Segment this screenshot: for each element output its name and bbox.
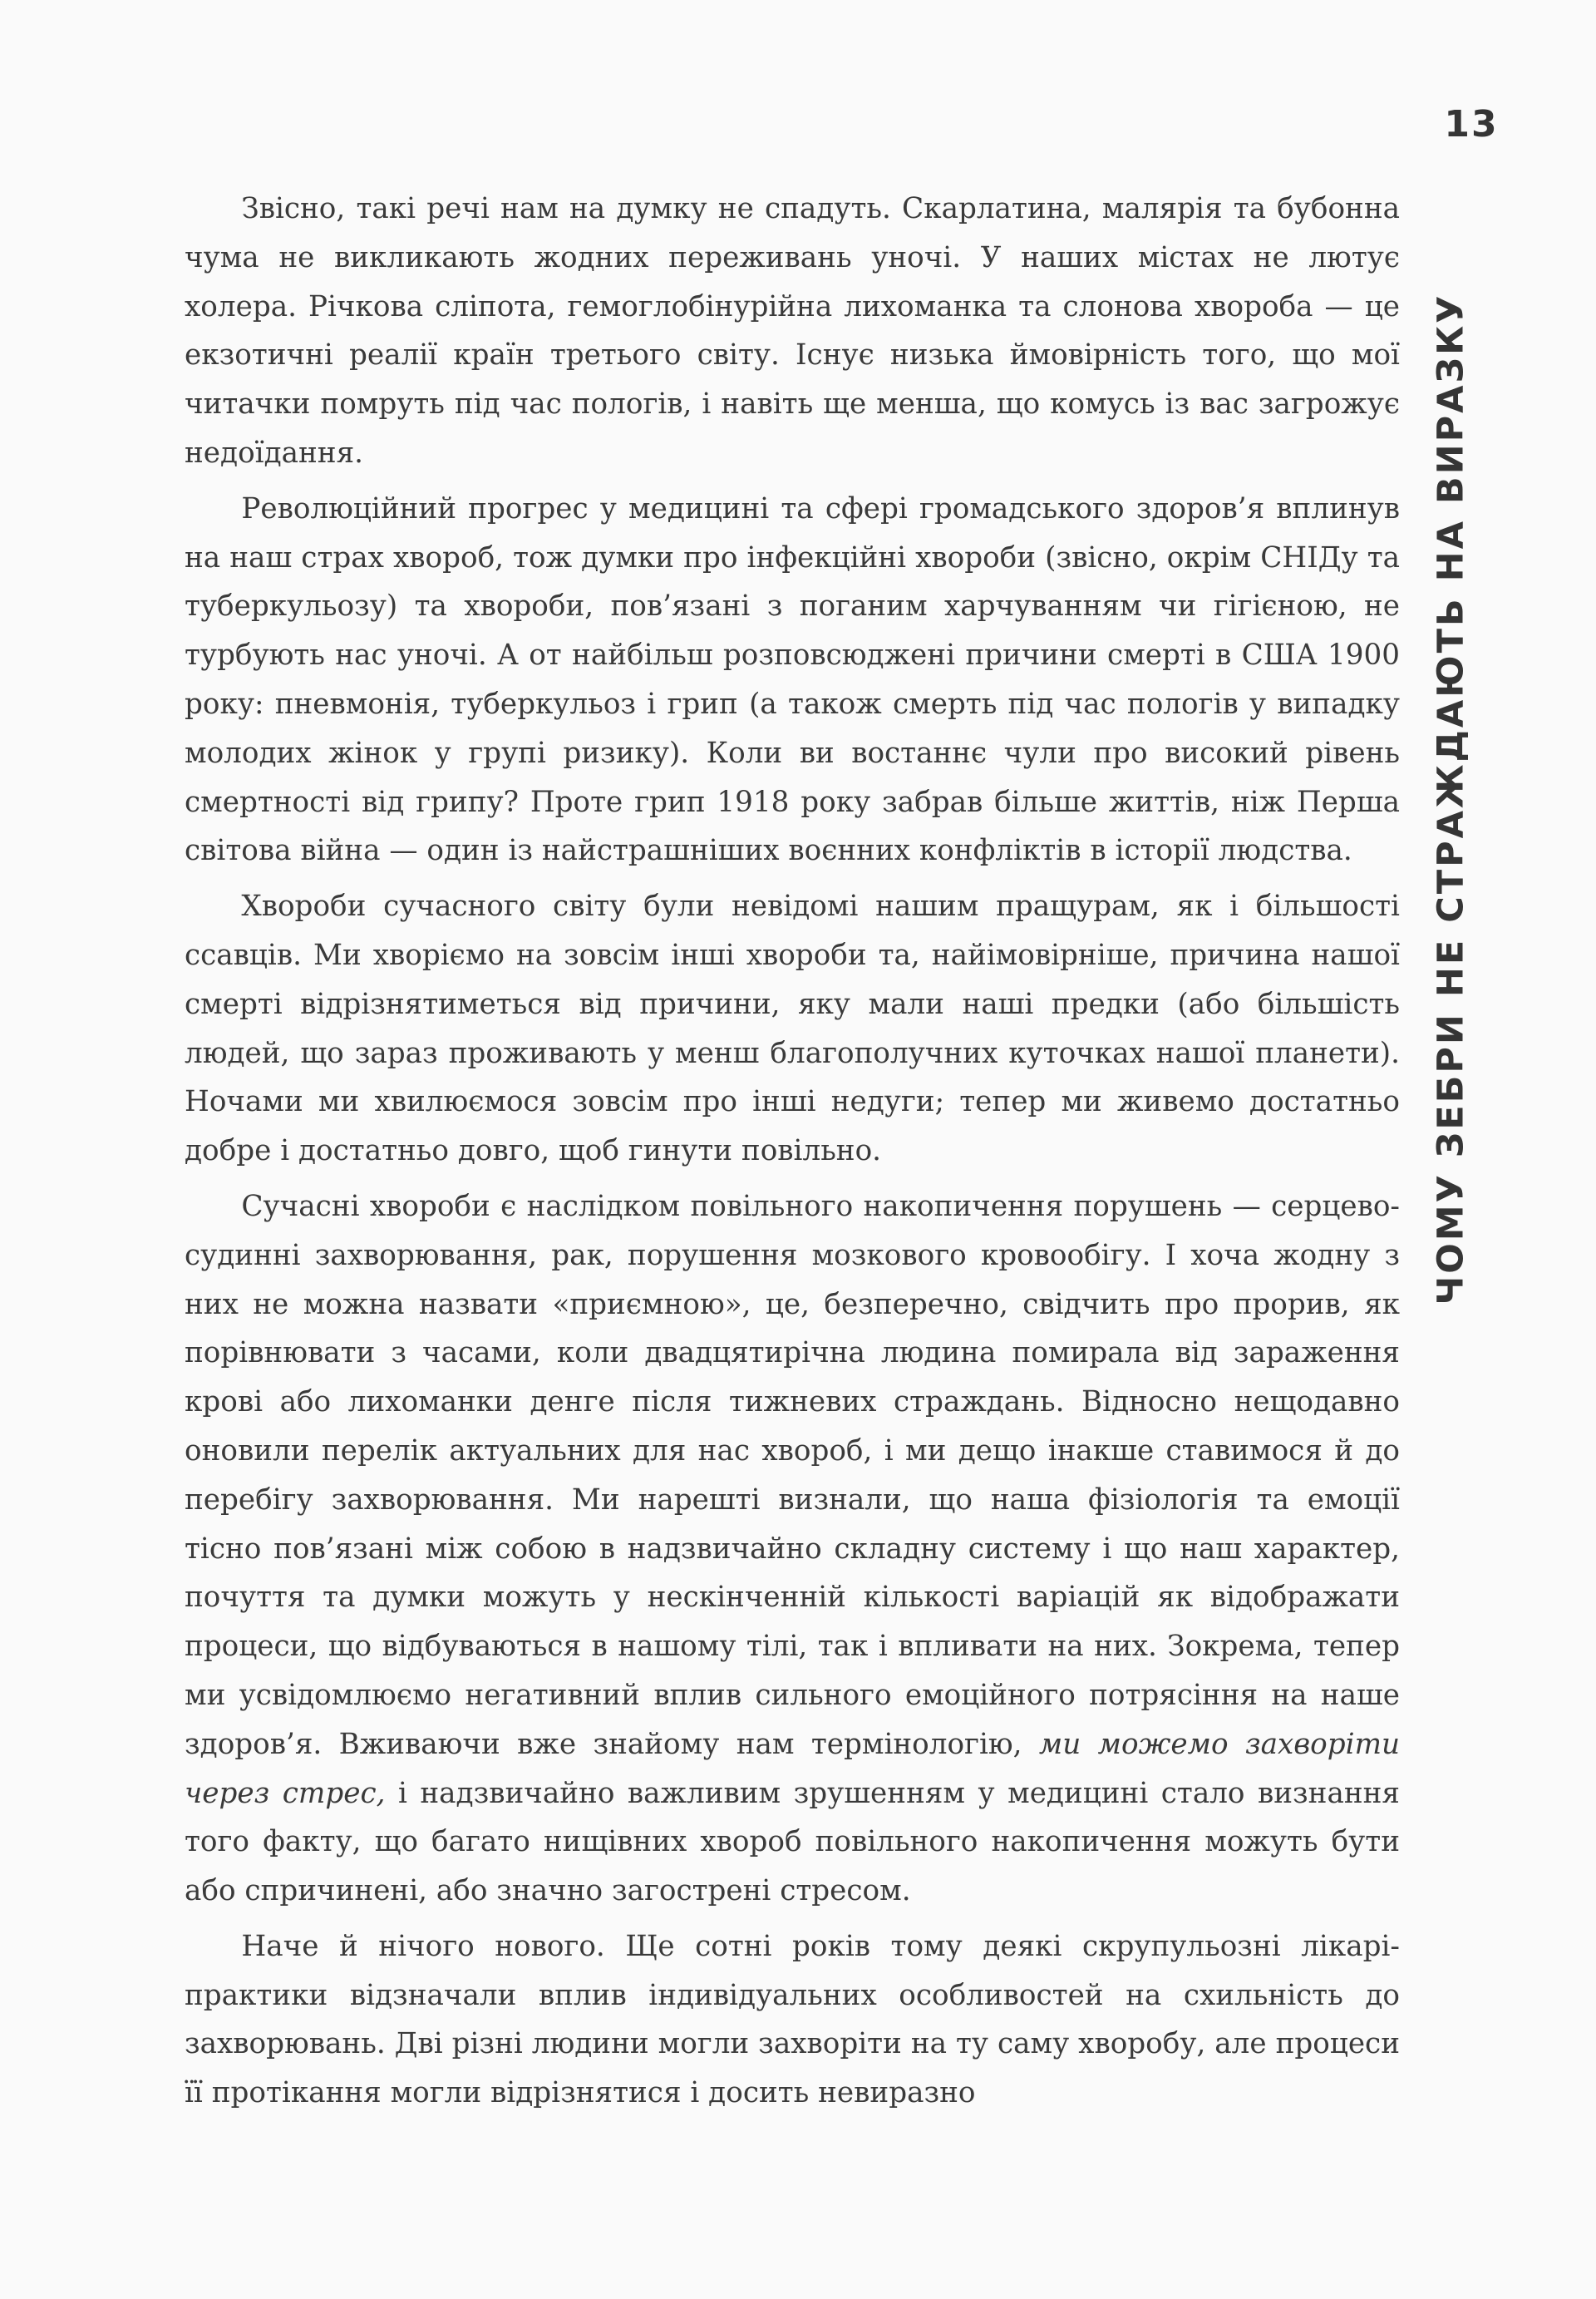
- paragraph-4: [185, 1182, 1400, 1916]
- body-text: [185, 185, 1400, 2118]
- page-number: 13: [1444, 103, 1499, 146]
- running-head-title: ЧОМУ ЗЕБРИ НЕ СТРАЖДАЮТЬ НА ВИРАЗКУ: [1430, 293, 1472, 1305]
- paragraph-5: Наче й нічого нового. Ще сотні років тому деякі скрупульозні лікарі-практики відзначали вплив індивідуальних особливостей на схильність до захворювань. Дві різні людини могли захворіти на ту саму хворобу, але процеси її протікання могли відрізнятися і досить невиразно: [185, 1929, 1400, 2110]
- paragraph-3: Хвороби сучасного світу були невідомі нашим пращурам, як і більшості ссавців. Ми хворіємо на зовсім інші хвороби та, найімовірніше, причина нашої смерті відрізнятиметься від причини, яку мали наші предки (або більшість людей, що зараз проживають у менш благополучних куточках нашої планети). Ночами ми хвилюємося зовсім про інші недуги; тепер ми живемо достатньо добре і достатньо довго, щоб гинути повільно.: [185, 890, 1400, 1168]
- paragraph-4-text-b: і надзвичайно важливим зрушенням у медицині стало визнання того факту, що багато нищівних хвороб повільного накопичення можуть бути або спричинені, або значно загострені стресом.: [185, 1776, 1400, 1908]
- paragraph-2: Революційний прогрес у медицині та сфері громадського здоров’я вплинув на наш страх хвороб, тож думки про інфекційні хвороби (звісно, окрім СНІДу та туберкульозу) та хвороби, пов’язані з поганим харчуванням чи гігієною, не турбують нас уночі. А от найбільш розповсюджені причини смерті в США 1900 року: пневмонія, туберкульоз і грип (а також смерть під час пологів у випадку молодих жінок у групі ризику). Коли ви востаннє чули про високий рівень смертності від грипу? Проте грип 1918 року забрав більше життів, ніж Перша світова війна — один із найстрашніших воєнних конфліктів в історії людства.: [185, 491, 1400, 868]
- paragraph-4-text-a: Сучасні хвороби є наслідком повільного накопичення порушень — серцево-судинні захворювання, рак, порушення мозкового кровообігу. І хоча жодну з них не можна назвати «приємною», це, безперечно, свідчить про прорив, як порівнювати з часами, коли двадцятирічна людина помирала від зараження крові або лихоманки денге після тижневих страждань. Відносно нещодавно оновили перелік актуальних для нас хвороб, і ми дещо інакше ставимося й до перебігу захворювання. Ми нарешті визнали, що наша фізіологія та емоції тісно пов’язані між собою в надзвичайно складну систему і що наш характер, почуття та думки можуть у нескінченній кількості варіацій як відображати процеси, що відбуваються в нашому тілі, так і впливати на них. Зокрема, тепер ми усвідомлюємо негативний вплив сильного емоційного потрясіння на наше здоров’я. Вживаючи вже знайому нам термінологію,: [185, 1189, 1400, 1761]
- paragraph-4-emphasis: ми можемо захворіти через стрес,: [185, 1727, 1401, 1810]
- paragraph-1: Звісно, такі речі нам на думку не спадуть. Скарлатина, малярія та бубонна чума не викликають жодних переживань уночі. У наших містах не лютує холера. Річкова сліпота, гемоглобінурійна лихоманка та слонова хвороба — це екзотичні реалії країн третього світу. Існує низька ймовірність того, що мої читачки помруть під час пологів, і навіть ще менша, що комусь із вас загрожує недоїдання.: [185, 192, 1400, 470]
